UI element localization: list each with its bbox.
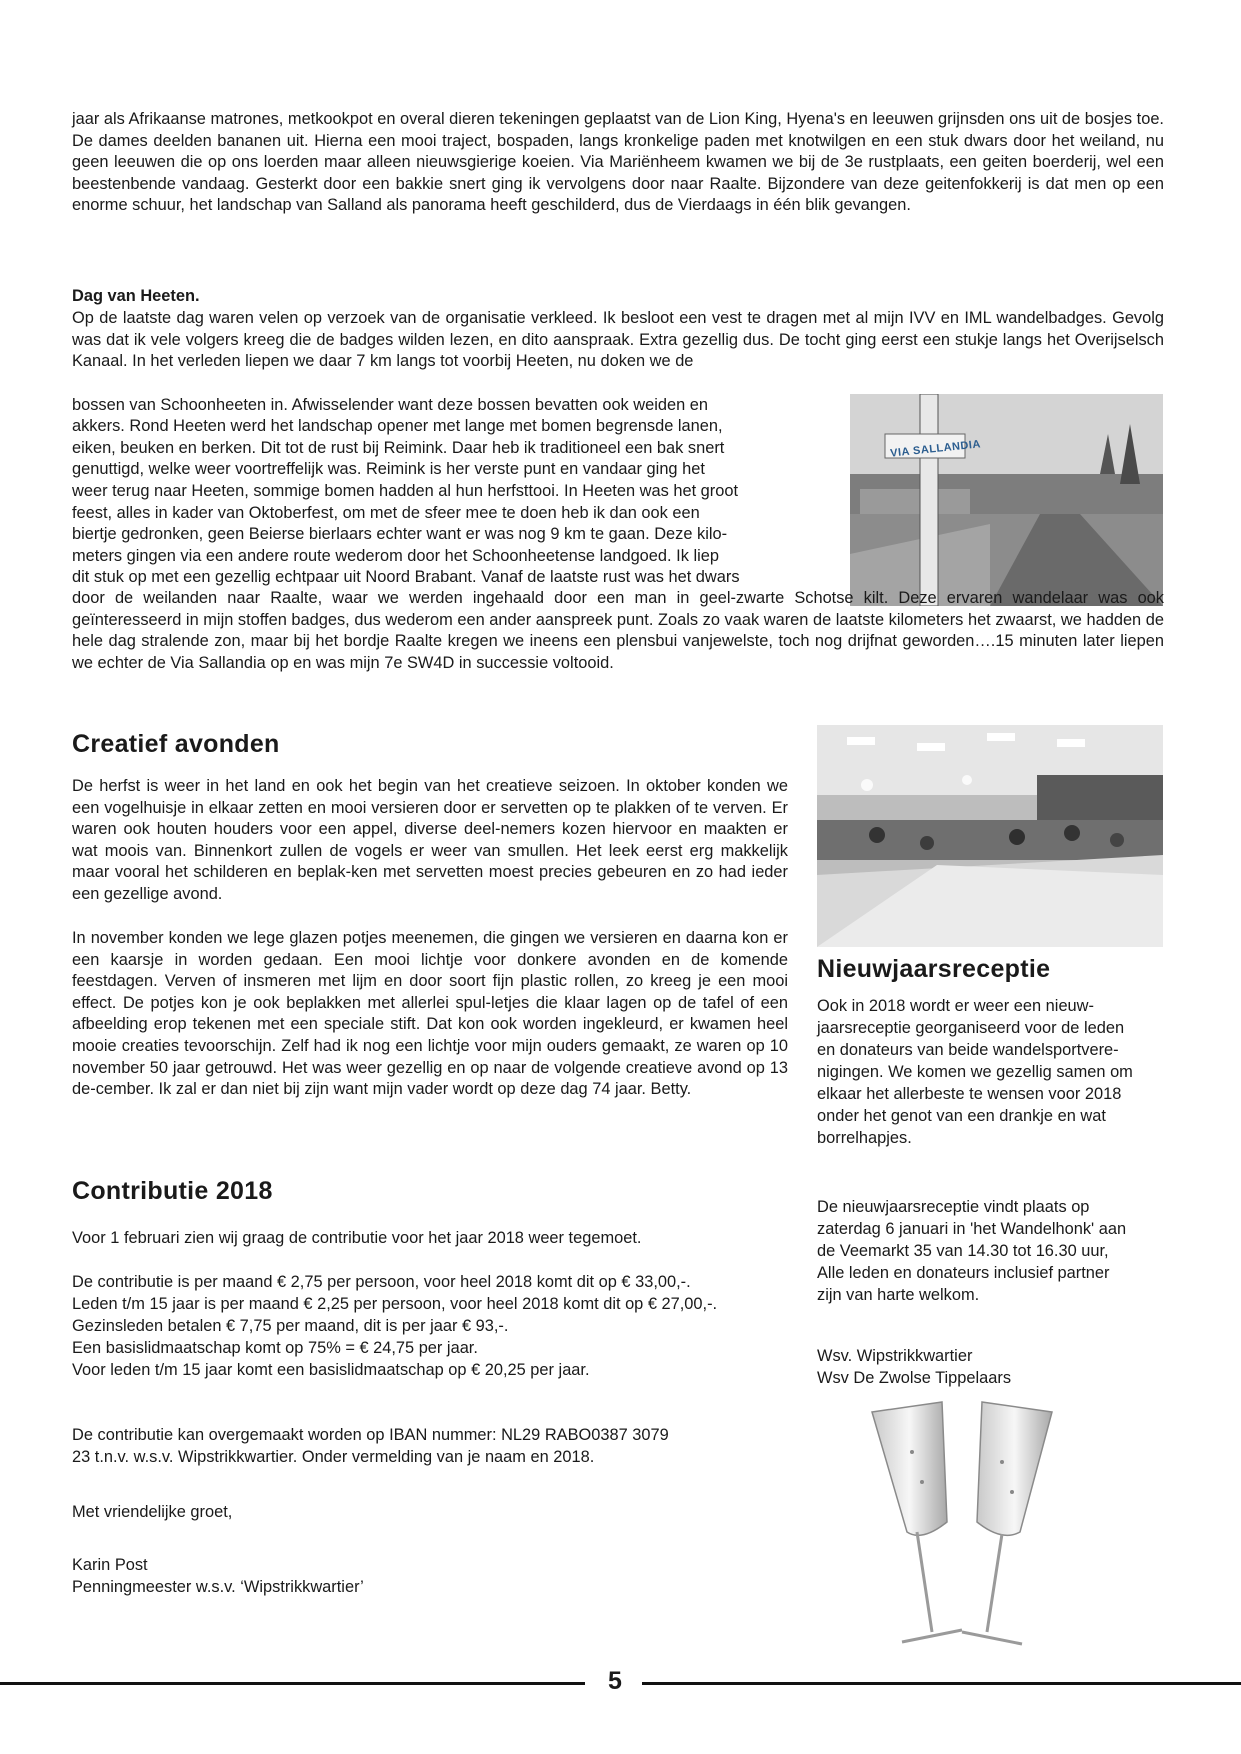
text-line: borrelhapjes. (817, 1129, 912, 1147)
champagne-glasses-icon (862, 1392, 1062, 1652)
street-scene-image (850, 394, 1163, 606)
creatief-avond-photo (817, 725, 1163, 947)
section-heading-contributie: Contributie 2018 (72, 1177, 273, 1205)
text-line: zaterdag 6 januari in 'het Wandelhonk' aan (817, 1220, 1127, 1238)
section-heading-creatief: Creatief avonden (72, 730, 280, 758)
org-name-wipstrikkwartier: Wsv. Wipstrikkwartier (817, 1347, 973, 1365)
signatory-role: Penningmeester w.s.v. ‘Wipstrikkwartier’ (72, 1578, 364, 1596)
text-line: Ook in 2018 wordt er weer een nieuw- (817, 997, 1094, 1015)
signatory-name: Karin Post (72, 1556, 148, 1574)
heeten-paragraph-bottom: door de weilanden naar Raalte, waar we werden ingehaald door een man in geel-zwarte Schotse kilt. Deze ervaren wandelaar was ook geïnteresseerd in mijn stoffen badges, dus wederom een ander aanspreek punt. Zoals zo vaak waren de laatste kilometers het zwaarst, we hadden de hele dag stralende zon, maar bij het bordje Raalte kregen we ineens een plensbui vanjewelste, toch nog drijfnat geworden….15 minuten later liepen we echter de Via Sallandia op en was mijn 7e SW4D in successie voltooid. (72, 589, 1164, 672)
footer-rule-right (642, 1682, 1241, 1685)
rate-line: De contributie is per maand € 2,75 per persoon, voor heel 2018 komt dit op € 33,00,-. (72, 1273, 691, 1291)
champagne-glasses-illustration (862, 1392, 1062, 1652)
text-line: jaarsreceptie georganiseerd voor de leden (817, 1019, 1125, 1037)
text-line: eiken, beuken en berken. Dit tot de rust bij Reimink. Daar heb ik traditioneel een bak snert (72, 439, 725, 457)
text-line: dit stuk op met een gezellig echtpaar uit Noord Brabant. Vanaf de laatste rust was het dwars (72, 568, 740, 586)
rate-line: Gezinsleden betalen € 7,75 per maand, dit is per jaar € 93,-. (72, 1317, 509, 1335)
intro-paragraph: jaar als Afrikaanse matrones, metkookpot en overal dieren tekeningen geplaatst van de Lion King, Hyena's en leeuwen grijnsden ons uit de bosjes toe. De dames deelden bananen uit. Hierna een mooi traject, bospaden, langs kronkelige paden met knotwilgen en een stuk dwars door het weiland, nu geen leeuwen die op ons loerden maar alleen nieuwsgierige koeien. Via Mariënheem kwamen we bij de 3e rustplaats, een geiten boerderij, wel een beestenbende vandaag. Gesterkt door een bakkie snert ging ik vervolgens door naar Raalte. Bijzondere van deze geitenfokkerij is dat men op een enorme schuur, het landschap van Salland als panorama heeft geschilderd, dus de Vierdaags in één blik gevangen. (72, 110, 1164, 215)
section-heading-nieuwjaar: Nieuwjaarsreceptie (817, 955, 1051, 983)
text-line: elkaar het allerbeste te wensen voor 2018 (817, 1085, 1122, 1103)
text-line: bossen van Schoonheeten in. Afwisselender want deze bossen bevatten ook weiden en (72, 396, 709, 414)
section-heading-heeten: Dag van Heeten. (72, 287, 200, 305)
iban-line-1: De contributie kan overgemaakt worden op IBAN nummer: NL29 RABO0387 3079 (72, 1426, 669, 1444)
text-line: De nieuwjaarsreceptie vindt plaats op (817, 1198, 1090, 1216)
org-name-tippelaars: Wsv De Zwolse Tippelaars (817, 1369, 1012, 1387)
text-line: meters gingen via een andere route wederom door het Schoonheetense landgoed. Ik liep (72, 547, 719, 565)
text-line: weer terug naar Heeten, sommige bomen hadden al hun herfsttooi. In Heeten was het groot (72, 482, 739, 500)
page-number: 5 (608, 1667, 622, 1695)
text-line: de Veemarkt 35 van 14.30 tot 16.30 uur, (817, 1242, 1109, 1260)
creatief-paragraph-1: De herfst is weer in het land en ook het begin van het creatieve seizoen. In oktober konden we een vogelhuisje in elkaar zetten en mooi versieren door er servetten op te plakken of te verven. Er waren ook houten houders voor een appel, diverse deel-nemers kozen hiervoor en maakten er wat moois van. Binnenkort zullen de vogels er weer van smullen. Het leek eerst erg makkelijk maar vooral het schilderen en beplak-ken met servetten moest precies gebeuren en zo had ieder een gezellige avond. (72, 777, 788, 903)
contributie-intro: Voor 1 februari zien wij graag de contributie voor het jaar 2018 weer tegemoet. (72, 1229, 642, 1247)
heeten-paragraph-top: Op de laatste dag waren velen op verzoek van de organisatie verkleed. Ik besloot een vest te dragen met al mijn IVV en IML wandelbadges. Gevolg was dat ik vele volgers kreeg die de badges wilden lezen, en dito aanspraak. Extra gezellig dus. De tocht ging eerst een stukje langs het Overijselsch Kanaal. In het verleden liepen we daar 7 km langs tot voorbij Heeten, nu doken we de (72, 309, 1164, 371)
text-line: feest, alles in kader van Oktoberfest, om met de sfeer mee te doen heb ik dan ook een (72, 504, 700, 522)
greeting: Met vriendelijke groet, (72, 1503, 233, 1521)
text-line: onder het genot van een drankje en wat (817, 1107, 1106, 1125)
iban-line-2: 23 t.n.v. w.s.v. Wipstrikkwartier. Onder vermelding van je naam en 2018. (72, 1448, 595, 1466)
via-sallandia-photo (850, 394, 1163, 606)
rate-line: Leden t/m 15 jaar is per maand € 2,25 per persoon, voor heel 2018 komt dit op € 27,00,-. (72, 1295, 718, 1313)
text-line: en donateurs van beide wandelsportvere- (817, 1041, 1119, 1059)
rate-line: Een basislidmaatschap komt op 75% = € 24,75 per jaar. (72, 1339, 478, 1357)
hall-image (817, 725, 1163, 947)
creatief-paragraph-2: In november konden we lege glazen potjes meenemen, die gingen we versieren en daarna kon er een kaarsje in worden gedaan. Een mooi lichtje voor donkere avonden en de komende feestdagen. Verven of insmeren met lijm en door soort fijn plastic rollen, zo kreeg je een mooi effect. De potjes kon je ook beplakken met allerlei spul-letjes die klaar lagen op de tafel of een afbeelding erop tekenen met een speciale stift. Dat kon ook worden ingekleurd, er kwamen heel mooie creaties tevoorschijn. Zelf had ik nog een lichtje voor mijn ouders gemaakt, ze waren op 10 november 50 jaar getrouwd. Het was weer gezellig en op naar de volgende creatieve avond op 13 de-cember. Ik zal er dan niet bij zijn want mijn vader wordt op deze dag 74 jaar. Betty. (72, 929, 788, 1099)
text-line: biertje gedronken, geen Beierse bierlaars echter want er was nog 9 km te gaan. Deze kilo- (72, 525, 728, 543)
text-line: nigingen. We komen we gezellig samen om (817, 1063, 1133, 1081)
text-line: zijn van harte welkom. (817, 1286, 980, 1304)
text-line: akkers. Rond Heeten werd het landschap opener met lange met bomen begrensde lanen, (72, 417, 723, 435)
rate-line: Voor leden t/m 15 jaar komt een basislidmaatschap op € 20,25 per jaar. (72, 1361, 590, 1379)
text-line: Alle leden en donateurs inclusief partner (817, 1264, 1110, 1282)
text-line: genuttigd, welke weer voortreffelijk was. Reimink is her verste punt en vandaar ging het (72, 460, 705, 478)
footer-rule-left (0, 1682, 585, 1685)
street-sign-label: VIA SALLANDIA (889, 438, 982, 460)
